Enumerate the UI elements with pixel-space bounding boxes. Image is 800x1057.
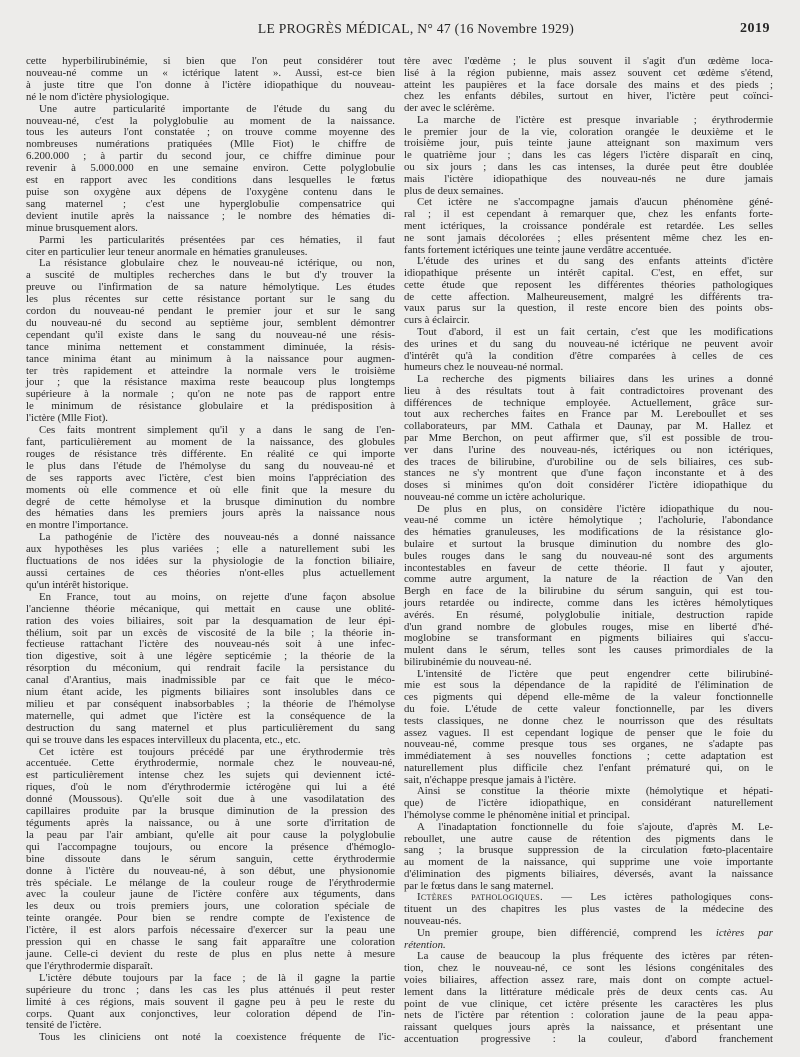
text-line: La pathogénie de l'ictère des nouveau-nés a donné naissance — [39, 531, 395, 544]
text-line: cette étude que reposent les différentes théories pathologiques — [404, 278, 773, 291]
text-line: destruction du sang maternel et plus particulièrement du sang — [26, 721, 395, 734]
text-line: fluctuations de nos idées sur la physiologie de la fonction biliaire, — [26, 555, 395, 568]
text-line: fants fortement ictériques une teinte jaune verdâtre accentuée. — [404, 243, 672, 256]
paragraph — [26, 973, 395, 1033]
text-line: né le nom d'ictère physiologique. — [26, 90, 170, 103]
text-line: ment ictériques, la croissance pondérale est retardée. Les selles — [404, 219, 773, 232]
text-line: La recherche des pigments biliaires dans les urines a donné — [417, 373, 773, 386]
text-line: téguments après la naissance, ou à une sorte d'irritation de — [26, 817, 395, 829]
text-line: l'hémolyse comme le phénomène initial et principal. — [404, 809, 630, 821]
text-line: milieu et par conséquent inabsorbables ; la théorie de l'hémolyse — [26, 697, 395, 710]
text-line: La résistance globulaire chez le nouveau-né ictérique, ou non, — [39, 257, 395, 270]
text-line: jour ; que la résistance maxima reste beaucoup plus longtemps — [26, 376, 395, 389]
text-line: que) de l'ictère idiopathique, en considérant naturellement — [404, 797, 773, 810]
text-line: résorption du méconium, qui rendrait facile la persistance du — [26, 662, 395, 675]
text-line: mulent dans le sérum, telles sont les causes primordiales de la — [404, 644, 773, 657]
text-line: tout aux recherches faites en France par M. Lereboullet et ses — [404, 408, 773, 421]
text-line: au moment de la naissance, qui supprime une voie importante — [404, 856, 773, 869]
text-line: nouveau-né, comme presque tous ses organes, ne s'adapte pas — [404, 738, 773, 751]
text-line: la peau par l'air ambiant, qu'elle ait pour cause la polyglobulie — [26, 828, 395, 841]
paragraph — [26, 592, 395, 747]
text-line: qui se trouve dans les espaces intervilleux du placenta, etc., etc. — [26, 733, 301, 746]
text-line: tituent un des chapitres les plus vastes de la médecine des — [404, 903, 773, 916]
paragraph — [404, 197, 773, 256]
text-line: riques, d'où le nom d'érythrodermie ictérogène qui lui a été — [26, 781, 395, 794]
text-line: le quatrième jour ; dans les cas légers l'ictère disparaît en cinq, — [404, 149, 773, 162]
text-line: des hématies dans les premiers jours après la naissance nous — [26, 507, 395, 520]
paragraph — [26, 532, 395, 592]
text-line: nets de l'ictère par rétention : coloration jaune de la peau appa- — [404, 1009, 773, 1022]
text-line: aussi certaines de ces théories n'ont-elles plus actuellement — [26, 566, 395, 579]
text-line: ces pigments qui dépend elle-même de la valeur fonctionnelle — [404, 691, 773, 704]
text-line: ver dans l'urine des nouveau-nés, ictériques ou non ictériques, — [404, 443, 773, 456]
paragraph — [404, 669, 773, 787]
text-line: lisé à la région pubienne, mais assez souvent cet œdème s'étend, — [404, 66, 773, 79]
left-column — [26, 56, 395, 1044]
text-line: tous les auteurs l'ont constatée ; on trouve comme moyenne des — [26, 126, 395, 139]
emphasis: ictères par — [715, 926, 774, 939]
paragraph — [26, 56, 395, 104]
text-line: stances ne s'y montrent que d'une façon inconstante et à des — [404, 467, 773, 480]
text-line: sang maternel ; c'est une hyperglobulie compensatrice qui — [26, 197, 395, 210]
text-line: nombreuses numérations pratiquées (Mlle Fiot) le chiffre de — [26, 138, 395, 151]
text-line: fant, particulièrement au moment de la naissance, des globules — [26, 436, 395, 448]
text-line: accentuée. Cette érythrodermie, normale chez le nouveau-né, — [26, 757, 395, 770]
text-line: tion digestive, soit à une légère septicémie ; la théorie de la — [26, 650, 395, 663]
text-line: de cette affection. Malheureusement, malgré les différents tra- — [404, 290, 773, 303]
text-line: des traces de bilirubine, d'urobiline ou de sels biliaires, ces sub- — [404, 455, 773, 468]
text-line: assez vagues. Il est cependant logique de penser que le foie du — [404, 726, 773, 739]
text-line: Ainsi se constitue la théorie mixte (hémolytique et hépati- — [417, 785, 773, 798]
text-line: très spéciale. Le mélange de la couleur rouge de l'érythrodermie — [26, 876, 395, 889]
running-head — [0, 21, 800, 41]
text-line: puise son oxygène aux dépens de l'oxygène contenu dans le — [26, 185, 395, 198]
text-line: incontestables en faveur de cette théorie. Il faut y ajouter, — [404, 561, 773, 574]
text-line: lieu à des résultats tout à fait contradictoires provenant des — [404, 384, 773, 397]
text-line: le premier jour de la vie, coloration orangée le deuxième et le — [404, 125, 773, 138]
text-line: Tout d'abord, il est un fait certain, c'est que les modifications — [417, 325, 773, 338]
text-line: plus de deux semaines. — [404, 184, 504, 197]
paragraph — [404, 56, 773, 115]
text-line: capillaires produite par la brusque diminution de la pression des — [26, 805, 395, 818]
text-line: nouveau-nés. — [404, 915, 462, 928]
paragraph — [404, 928, 773, 952]
text-line: bilirubinémie du nouveau-né. — [404, 655, 532, 668]
text-line: minue brusquement alors. — [26, 221, 138, 234]
text-line: degré de cette hémolyse et la brusque diminution du nombre — [26, 495, 395, 508]
text-line: rouges de résistance très différente. En réalité ce qui importe — [26, 447, 395, 460]
text-line: Une autre particularité importante de l'étude du sang du — [39, 102, 395, 115]
paragraph — [26, 258, 395, 425]
text-line: sait, n'échappe presque jamais à l'ictère. — [404, 773, 577, 786]
text-line: corps. Quant aux conjonctives, leur coloration dépend de l'in- — [26, 1007, 395, 1020]
text-line: tion, chez le nouveau-né, ce sont les lésions congénitales des — [404, 962, 773, 975]
text-line: ration des voies biliaires, soit par la desquamation de leur épi- — [26, 614, 395, 627]
text-line: En France, tout au moins, on rejette d'une façon absolue — [39, 590, 395, 603]
text-line: lement dans la littérature médicale près de deux cents cas. Au — [404, 985, 773, 998]
text-line: humeurs chez le nouveau-né normal. — [404, 361, 564, 374]
paragraph — [26, 1032, 395, 1044]
text-line: Ces faits montrent simplement qu'il y a dans le sang de l'en- — [39, 424, 395, 437]
text-line: tère avec l'œdème ; le plus souvent il s'agit d'un œdème loca- — [404, 55, 773, 67]
paragraph — [404, 951, 773, 1045]
text-line: les plus récentes sur cette résistance portant sur le sang du — [26, 293, 395, 306]
text-line: naturellement plus difficile chez l'enfant prématuré qui, on le — [404, 761, 773, 774]
paragraph — [26, 235, 395, 259]
text-line: atteint les paupières et la face dorsale des mains et des pieds ; — [404, 78, 773, 91]
text-line: Cet ictère ne s'accompagne jamais d'aucun phénomène géné- — [417, 196, 773, 209]
text-line: der avec le sclérème. — [404, 102, 495, 115]
text-line: doses si minimes qu'on doit considérer l'ictère idiopathique du — [404, 479, 773, 492]
text-line: qu'un intérêt historique. — [26, 578, 129, 591]
text-line: est particulièrement intense chez les sujets qui deviennent icté- — [26, 769, 395, 782]
text-line: maternelle, qui admet que l'ictère est la conséquence de la — [26, 709, 395, 722]
text-line: thélium, soit par un excès de viscosité de la bile ; la théorie in- — [26, 626, 395, 639]
text-line: par Mme Berchon, on peut affirmer que, s'il est possible de trou- — [404, 432, 773, 444]
text-line: De plus en plus, on considère l'ictère idiopathique du nou- — [417, 502, 773, 515]
text-line: Cet ictère est toujours précédé par une érythrodermie très — [39, 745, 395, 758]
text-line: donne à l'ictère du nouveau-né, à son début, une physionomie — [26, 864, 395, 877]
text-line: ter très rapidement et atteindre la normale vers le troisième — [26, 364, 395, 377]
text-line: Tous les cliniciens ont noté la coexistence fréquente de l'ic- — [39, 1031, 395, 1044]
text-line: ral ; il est cependant à remarquer que, chez les enfants forte- — [404, 208, 773, 221]
text-line: comme autre argument, la nature de la réaction de Van den — [404, 573, 773, 586]
text-line: canal d'Arantius, mais inadmissible par ce fait que le méco- — [26, 674, 395, 687]
text-line: des hématies granuleuses, les modifications de la résistance glo- — [404, 526, 773, 539]
text-line: est en rapport avec les conditions dans lesquelles le fœtus — [26, 174, 395, 187]
text-line: mais l'ictère idiopathique des nouveau-nés ne dure jamais — [404, 172, 773, 185]
text-line: point de vue clinique, cet ictère présente les caractères les plus — [404, 997, 773, 1010]
text-line: moments où elle commence et où elle finit que la mesure du — [26, 483, 395, 496]
text-line: raissant quelques jours après la naissance, et présentant une — [404, 1021, 773, 1034]
text-line — [404, 928, 773, 940]
text-line: des urines et du sang du nouveau-né ictérique ne peuvent avoir — [404, 337, 773, 350]
text-line: tests classiques, ne donne chez le nourrisson que des résultats — [404, 714, 773, 727]
paragraph — [404, 115, 773, 197]
text-line: le plus dans l'étude de l'hémolyse du sang du nouveau-né et — [26, 459, 395, 472]
text-line: devient inutile après la naissance ; le nombre des hématies di- — [26, 209, 395, 222]
paragraph — [26, 425, 395, 532]
text-line: Bergh en face de la bilirubine du sérum sanguin, qui est tou- — [404, 585, 773, 598]
text-line: troisième jour, puis teinte jaune atteignant son maximum vers — [404, 137, 773, 150]
text-line: que l'érythrodermie disparaît. — [26, 959, 153, 972]
text-line: nouveau-né, c'est la polyglobulie au moment de la naissance. — [26, 114, 395, 127]
text-line: La marche de l'ictère est presque invariable ; érythrodermie — [417, 113, 773, 126]
text-line: bine dissoute dans le sérum sanguin, cette érythrodermie — [26, 852, 395, 865]
paragraph — [26, 747, 395, 973]
text-line: 6.200.000 ; à partir du second jour, ce chiffre diminue pour — [26, 150, 395, 163]
text-line: L'ictère débute toujours par la face ; de là il gagne la partie — [39, 971, 395, 984]
text-line: jours retardée ou indirecte, comme dans les ictères hémolytiques — [404, 596, 773, 609]
text-line: limité à ces régions, mais souvent il gagne peu à peu le reste du — [26, 995, 395, 1008]
text-line: reboullet, une autre cause de rétention des pigments dans le — [404, 832, 773, 845]
paragraph — [404, 822, 773, 893]
text-line: d'intérêt qu'à la condition d'être comparées à celles de ces — [404, 349, 773, 362]
text-line: en montre l'importance. — [26, 519, 129, 532]
text-line: nium étant acide, les pigments biliaires sont insolubles dans ce — [26, 686, 395, 699]
text-run: — Les ictères pathologiques cons- — [543, 891, 773, 904]
text-line: L'intensité de l'ictère que peut engendrer cette bilirubiné- — [417, 667, 773, 680]
text-line: jaune. Celle-ci devient du reste de plus en plus nette à mesure — [26, 947, 395, 960]
text-line: supérieure du tronc ; dans les cas les plus atténués il peut rester — [26, 983, 395, 996]
paragraph — [404, 504, 773, 669]
text-line: tance minima étant au minimum à la naissance pour augmen- — [26, 352, 395, 365]
text-line: donné (Moussous). Qu'elle soit due à une vasodilatation des — [26, 793, 395, 806]
text-line: tance minima nettement et constamment diminuée, la résis- — [26, 340, 395, 353]
text-line: aux hypothèses les plus variées ; elle a naturellement subi les — [26, 543, 395, 556]
text-line: revenir à 5.000.000 en une semaine environ. Cette polyglobulie — [26, 162, 395, 175]
text-line: le minimum de résistance globulaire et la prédisposition à — [26, 400, 395, 413]
text-line: sang ; la brusque suppression de la circulation fœto-placentaire — [404, 844, 773, 857]
text-line: avec la couleur jaune de l'ictère confère aux téguments, dans — [26, 888, 395, 901]
text-line: cordon du nouveau-né pendant le premier jour et sur le sang — [26, 305, 395, 318]
text-line: par le fœtus dans le sang maternel. — [404, 879, 554, 892]
paragraph — [26, 104, 395, 235]
paragraph — [404, 327, 773, 374]
text-line: L'étude des urines et du sang des enfants atteints d'ictère — [417, 255, 773, 268]
text-line: curs à éclaircir. — [404, 314, 470, 327]
text-line: pression qui en chasse le sang fait apparaître une coloration — [26, 936, 395, 949]
text-line: à juste titre que l'on donne à l'ictère idiopathique du nouveau- — [26, 78, 395, 91]
text-line: ne sont jamais décolorées ; elles présentent même chez les en- — [404, 231, 773, 244]
text-line: chez les enfants débiles, surtout en hiver, l'ictère peut coïnci- — [404, 90, 773, 103]
text-line: du nouveau-né du second au septième jour, semblent démontrer — [26, 316, 395, 329]
text-line: vaux parus sur la question, il reste encore bien des points obs- — [404, 302, 773, 315]
journal-title: LE PROGRÈS MÉDICAL, N° 47 (16 Novembre 1929) — [257, 21, 575, 36]
text-line: nouveau-né comme un « ictérique latent ». Aussi, est-ce bien — [26, 66, 395, 79]
text-line: avérés. En résumé, polyglobulie initiale, destruction rapide — [404, 608, 773, 621]
text-line: La cause de beaucoup la plus fréquente des ictères par réten- — [417, 950, 773, 963]
text-line: bules rouges dans le sang du nouveau-né sont des arguments — [404, 549, 773, 562]
text-line: supérieure à la normale ; qu'on ne note pas de rapport entre — [26, 388, 395, 401]
paragraph — [404, 892, 773, 927]
text-line: les deux ou trois premiers jours, une coloration spéciale de — [26, 900, 395, 913]
paragraph — [404, 256, 773, 327]
text-line: voies biliaires, affection assez rare, mais dont on compte actuel- — [404, 973, 773, 986]
text-line: citer en particulier leur teneur anormale en hématies granuleuses. — [26, 245, 308, 258]
text-line: preuve ou l'infirmation de sa nature hémolytique. Les études — [26, 281, 395, 294]
text-line: A l'inadaptation fonctionnelle du foie s'ajoute, d'après M. Le- — [417, 820, 773, 833]
text-line: teinte orangée. Pour bien se rendre compte de l'existence de — [26, 912, 395, 925]
emphasis: rétention. — [404, 938, 446, 951]
text-line: fectieuse rattachant l'ictère des nouveau-nés soit à une infec- — [26, 638, 395, 651]
text-line: bulaire et surtout la brusque diminution du nombre des glo- — [404, 538, 773, 551]
text-run: Un premier groupe, bien différencié, comprend les — [417, 926, 716, 939]
text-line: a suscité de multiples recherches dans le but d'y trouver la — [26, 269, 395, 282]
page-number: 2019 — [740, 21, 770, 36]
text-line: Parmi les particularités présentées par ces hématies, il faut — [39, 233, 395, 246]
text-line: qui l'accompagne toujours, ou encore la présence d'hémoglo- — [26, 840, 395, 853]
right-column — [404, 56, 773, 1046]
text-line: cette hyperbilirubinémie, si bien que l'on peut considérer tout — [26, 55, 395, 67]
text-line: ou six jours ; dans les cas intenses, la durée peut être doublée — [404, 161, 773, 174]
text-line: d'un grand nombre de globules rouges, mise en liberté d'hé- — [404, 620, 773, 633]
paragraph — [404, 786, 773, 821]
section-heading: Ictères pathologiques. — [417, 891, 544, 904]
text-line: différences de technique employée. Actuellement, grâce sur- — [404, 396, 773, 409]
text-line: cependant qu'il existe dans le sang du nouveau-né une résis- — [26, 328, 395, 341]
text-line: tensité de l'ictère. — [26, 1019, 102, 1032]
text-line: accentuation progressive : la couleur, d'abord franchement — [404, 1032, 773, 1045]
text-line: mie est sous la dépendance de la rapidité de l'élimination de — [404, 679, 773, 692]
paragraph — [404, 374, 773, 504]
text-line: nouveau-né comme un ictère acholurique. — [404, 490, 586, 503]
text-line: de ses rapports avec l'ictère, c'est bien moins l'appréciation des — [26, 471, 395, 484]
text-line: l'ictère (Mlle Fiot). — [26, 412, 108, 425]
text-line: idiopathique présente un intérêt capital. C'est, en effet, sur — [404, 267, 773, 280]
text-line: l'ancienne théorie mécanique, qui mettait en cause une oblité- — [26, 602, 395, 615]
text-line: d'élimination des pigments biliaires, déversés, avant la naissance — [404, 867, 773, 880]
text-line: l'ictère, il est alors parfois nécessaire d'exercer sur la peau une — [26, 924, 395, 937]
text-line: immédiatement à ses nouvelles fonctions ; cette adaptation est — [404, 750, 773, 763]
text-line: du foie. L'étude de cette valeur fonctionnelle, par les divers — [404, 702, 773, 715]
text-line: collaborateurs, par MM. Cathala et Daunay, par M. Hallez et — [404, 420, 773, 433]
text-line: veau-né comme un ictère hémolytique ; l'acholurie, l'abondance — [404, 514, 773, 527]
text-line: moglobine se transformant en pigments biliaires qui s'accu- — [404, 632, 773, 645]
